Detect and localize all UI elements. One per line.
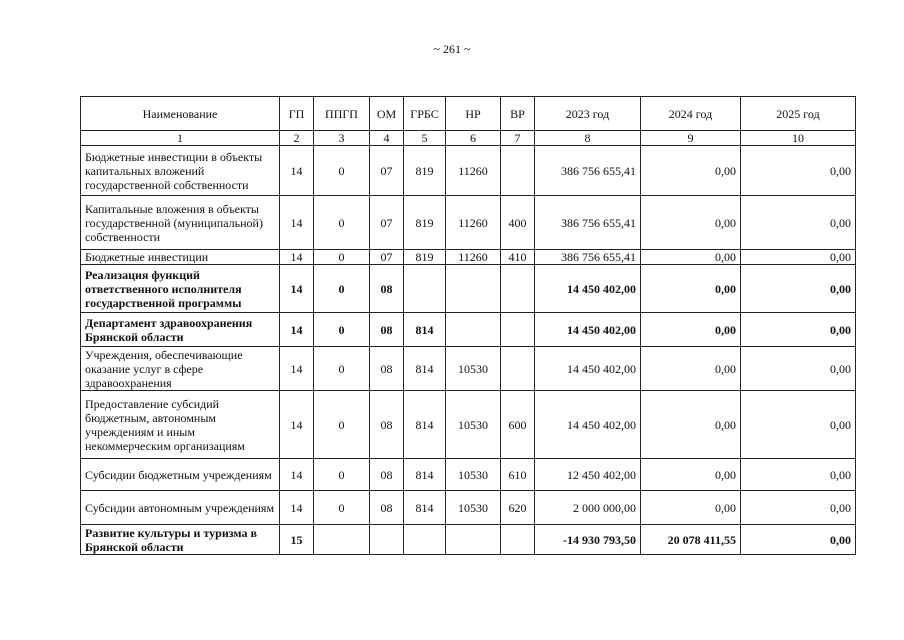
header-grbs: ГРБС [404,97,446,131]
amount-2023-cell: 2 000 000,00 [535,491,641,525]
table-row [81,459,856,491]
vr-cell [501,265,535,313]
header-vr: ВР [501,97,535,131]
vr-cell [501,146,535,196]
vr-cell: 400 [501,196,535,250]
om-cell: 08 [370,391,404,459]
om-cell: 08 [370,265,404,313]
grbs-cell [404,525,446,555]
amount-2024-cell: 0,00 [641,146,741,196]
nr-cell [446,265,501,313]
gp-cell: 14 [280,459,314,491]
header-gp: ГП [280,97,314,131]
amount-2025-cell: 0,00 [741,265,856,313]
header-2023: 2023 год [535,97,641,131]
nr-cell: 11260 [446,250,501,265]
nr-cell: 10530 [446,491,501,525]
ppgp-cell: 0 [314,491,370,525]
vr-cell: 620 [501,491,535,525]
gp-cell: 14 [280,196,314,250]
nr-cell [446,313,501,347]
nr-cell: 10530 [446,391,501,459]
om-cell [370,525,404,555]
ppgp-cell: 0 [314,391,370,459]
column-number: 1 [81,131,280,146]
om-cell: 08 [370,491,404,525]
amount-2023-cell: 386 756 655,41 [535,250,641,265]
column-number: 2 [280,131,314,146]
ppgp-cell [314,525,370,555]
amount-2025-cell: 0,00 [741,196,856,250]
ppgp-cell: 0 [314,196,370,250]
nr-cell: 11260 [446,146,501,196]
page-number: ~ 261 ~ [433,42,471,56]
amount-2025-cell: 0,00 [741,525,856,555]
header-ppgp: ППГП [314,97,370,131]
grbs-cell: 819 [404,196,446,250]
table-row [81,196,856,250]
vr-cell: 610 [501,459,535,491]
column-number: 4 [370,131,404,146]
gp-cell: 15 [280,525,314,555]
column-number: 10 [741,131,856,146]
amount-2023-cell: 12 450 402,00 [535,459,641,491]
table-row [81,491,856,525]
row-name-cell: Бюджетные инвестиции [81,250,280,265]
om-cell: 08 [370,459,404,491]
vr-cell [501,525,535,555]
header-2025: 2025 год [741,97,856,131]
column-number: 7 [501,131,535,146]
vr-cell: 410 [501,250,535,265]
om-cell: 07 [370,146,404,196]
grbs-cell: 814 [404,391,446,459]
gp-cell: 14 [280,265,314,313]
column-number-row [81,131,856,146]
amount-2024-cell: 0,00 [641,265,741,313]
grbs-cell: 819 [404,146,446,196]
row-name-cell: Предоставление субсидий бюджетным, автономным учреждениям и иным некоммерческим организациям [81,391,280,459]
header-2024: 2024 год [641,97,741,131]
nr-cell: 10530 [446,459,501,491]
nr-cell: 11260 [446,196,501,250]
row-name-cell: Капитальные вложения в объекты государственной (муниципальной) собственности [81,196,280,250]
amount-2025-cell: 0,00 [741,491,856,525]
amount-2024-cell: 0,00 [641,196,741,250]
row-name-cell: Развитие культуры и туризма в Брянской области [81,525,280,555]
amount-2024-cell: 0,00 [641,459,741,491]
header-name: Наименование [81,97,280,131]
gp-cell: 14 [280,250,314,265]
header-om: ОМ [370,97,404,131]
ppgp-cell: 0 [314,265,370,313]
om-cell: 08 [370,313,404,347]
om-cell: 07 [370,250,404,265]
row-name-cell: Субсидии автономным учреждениям [81,491,280,525]
amount-2025-cell: 0,00 [741,347,856,391]
column-number: 9 [641,131,741,146]
amount-2023-cell: 386 756 655,41 [535,146,641,196]
vr-cell: 600 [501,391,535,459]
amount-2025-cell: 0,00 [741,146,856,196]
ppgp-cell: 0 [314,146,370,196]
amount-2024-cell: 0,00 [641,250,741,265]
amount-2025-cell: 0,00 [741,313,856,347]
grbs-cell: 814 [404,459,446,491]
ppgp-cell: 0 [314,313,370,347]
row-name-cell: Учреждения, обеспечивающие оказание услуг в сфере здравоохранения [81,347,280,391]
ppgp-cell: 0 [314,459,370,491]
ppgp-cell: 0 [314,250,370,265]
row-name-cell: Реализация функций ответственного исполнителя государственной программы [81,265,280,313]
column-number: 5 [404,131,446,146]
gp-cell: 14 [280,491,314,525]
vr-cell [501,347,535,391]
column-number: 8 [535,131,641,146]
grbs-cell: 814 [404,347,446,391]
amount-2023-cell: 386 756 655,41 [535,196,641,250]
amount-2023-cell: 14 450 402,00 [535,265,641,313]
gp-cell: 14 [280,146,314,196]
amount-2025-cell: 0,00 [741,250,856,265]
amount-2023-cell: 14 450 402,00 [535,391,641,459]
table-row [81,391,856,459]
grbs-cell [404,265,446,313]
row-name-cell: Бюджетные инвестиции в объекты капитальных вложений государственной собственности [81,146,280,196]
om-cell: 07 [370,196,404,250]
budget-table [80,96,856,555]
amount-2024-cell: 0,00 [641,347,741,391]
amount-2023-cell: 14 450 402,00 [535,347,641,391]
header-row [81,97,856,131]
row-name-cell: Субсидии бюджетным учреждениям [81,459,280,491]
amount-2024-cell: 20 078 411,55 [641,525,741,555]
grbs-cell: 814 [404,313,446,347]
column-number: 6 [446,131,501,146]
amount-2025-cell: 0,00 [741,391,856,459]
table-row [81,146,856,196]
header-nr: НР [446,97,501,131]
grbs-cell: 819 [404,250,446,265]
amount-2025-cell: 0,00 [741,459,856,491]
amount-2024-cell: 0,00 [641,391,741,459]
nr-cell [446,525,501,555]
amount-2024-cell: 0,00 [641,313,741,347]
row-name-cell: Департамент здравоохранения Брянской области [81,313,280,347]
gp-cell: 14 [280,391,314,459]
amount-2024-cell: 0,00 [641,491,741,525]
vr-cell [501,313,535,347]
amount-2023-cell: 14 450 402,00 [535,313,641,347]
column-number: 3 [314,131,370,146]
table-row [81,313,856,347]
table-row [81,347,856,391]
ppgp-cell: 0 [314,347,370,391]
amount-2023-cell: -14 930 793,50 [535,525,641,555]
gp-cell: 14 [280,347,314,391]
om-cell: 08 [370,347,404,391]
grbs-cell: 814 [404,491,446,525]
table-row [81,525,856,555]
nr-cell: 10530 [446,347,501,391]
table-row [81,250,856,265]
table-body [81,146,856,555]
gp-cell: 14 [280,313,314,347]
table-row [81,265,856,313]
